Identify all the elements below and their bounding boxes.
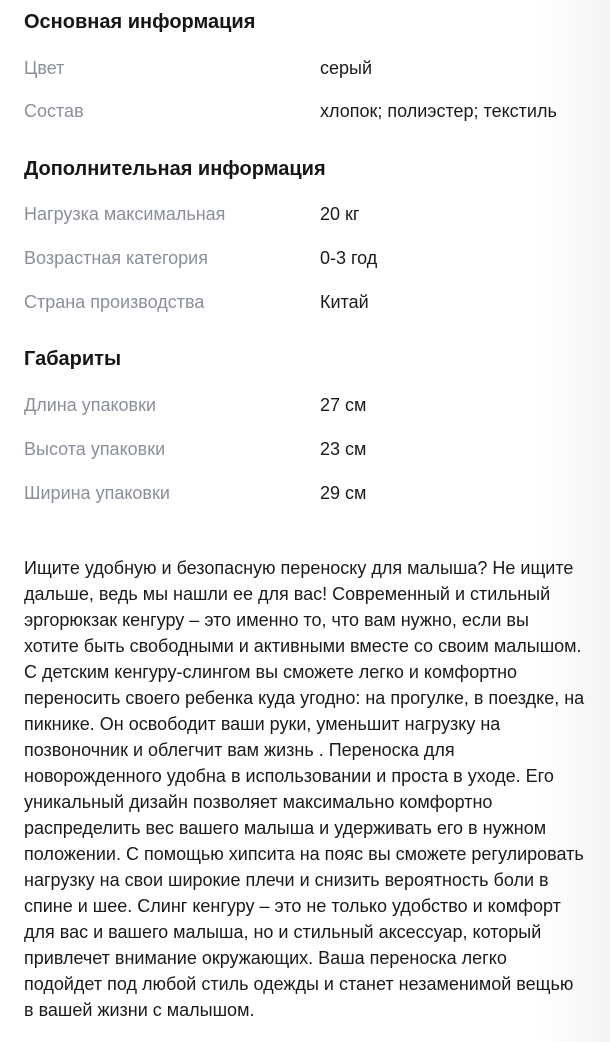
spec-value: серый [320,58,373,78]
spec-label: Высота упаковки [24,439,166,459]
spec-row-country [0,290,610,314]
spec-row-color [0,56,610,80]
product-description: Ищите удобную и безопасную переноску для малыша? Не ищите дальше, ведь мы нашли ее для вас! Современный и стильный эргорюкзак кенгуру – это именно то, что вам нужно, если вы хотите быть свободными и активными вместе со своим малышом. С детским кенгуру-слингом вы сможете легко и комфортно переносить своего ребенка куда угодно: на прогулке, в поездке, на пикнике. Он освободит ваши руки, уменьшит нагрузку на позвоночник и облегчит вам жизнь . Переноска для новорожденного удобна в использовании и проста в уходе. Его уникальный дизайн позволяет максимально комфортно распределить вес вашего малыша и удерживать его в нужном положении. С помощью хипсита на пояс вы сможете регулировать нагрузку на свои широкие плечи и снизить вероятность боли в спине и шее. Слинг кенгуру – это не только удобство и комфорт для вас и вашего малыша, но и стильный аксессуар, который привлечет внимание окружающих. Ваша переноска легко подойдет под любой стиль одежды и станет незаменимой вещью в вашей жизни с малышом. [24,558,585,1020]
section-title-main-info: Основная информация [24,11,256,33]
spec-row-composition [0,99,610,123]
spec-value: 27 см [320,395,367,415]
spec-value: 0-3 год [320,248,378,268]
spec-row-age-category [0,246,610,270]
section-title-additional-info: Дополнительная информация [24,158,326,180]
spec-label: Страна производства [24,292,205,312]
spec-value: хлопок; полиэстер; текстиль [320,101,557,121]
spec-label: Ширина упаковки [24,483,170,503]
spec-row-package-width [0,481,610,505]
spec-label: Состав [24,101,84,121]
spec-label: Длина упаковки [24,395,157,415]
spec-value: 29 см [320,483,367,503]
spec-value: Китай [320,292,369,312]
spec-label: Цвет [24,58,65,78]
spec-row-max-load [0,202,610,226]
spec-row-package-height [0,437,610,461]
spec-value: 23 см [320,439,367,459]
spec-row-package-length [0,393,610,417]
section-title-dimensions: Габариты [24,348,122,370]
spec-label: Нагрузка максимальная [24,204,226,224]
spec-label: Возрастная категория [24,248,208,268]
spec-value: 20 кг [320,204,360,224]
